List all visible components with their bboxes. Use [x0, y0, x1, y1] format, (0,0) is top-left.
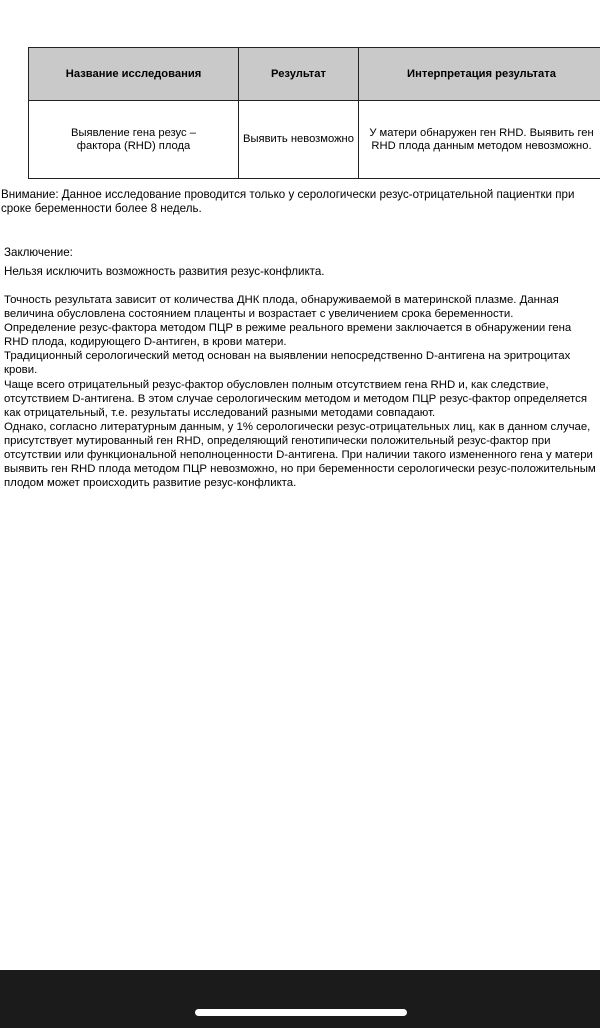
- details-paragraph: Точность результата зависит от количества ДНК плода, обнаруживаемой в материнской плазме. Данная величина обусловлена состоянием плаценты и возрастает с увеличением срока беременности.: [4, 294, 559, 321]
- table-row: [29, 101, 600, 179]
- cell-interpretation: У матери обнаружен ген RHD. Выявить ген RHD плода данным методом невозможно.: [359, 101, 600, 179]
- header-test-name: Название исследования: [29, 48, 239, 101]
- warning-note: Внимание: Данное исследование проводится только у серологически резус-отрицательной пациентки при сроке беременности более 8 недель.: [1, 188, 575, 215]
- details-paragraph: Традиционный серологический метод основан на выявлении непосредственно D-антигена на эритроцитах крови.: [4, 350, 571, 377]
- cell-result: Выявить невозможно: [239, 101, 359, 179]
- conclusion-text: Нельзя исключить возможность развития резус-конфликта.: [4, 265, 325, 278]
- table-header-row: [29, 48, 600, 101]
- header-result: Результат: [239, 48, 359, 101]
- details-paragraph: Определение резус-фактора методом ПЦР в режиме реального времени заключается в обнаружении гена RHD плода, кодирующего D-антиген, в крови матери.: [4, 322, 572, 349]
- details-section: [4, 293, 596, 490]
- conclusion-title: Заключение:: [4, 246, 73, 259]
- bottom-toolbar: [0, 970, 600, 1028]
- home-indicator[interactable]: [195, 1009, 407, 1016]
- header-interpretation: Интерпретация результата: [359, 48, 600, 101]
- results-table: [28, 47, 600, 179]
- details-paragraph: Однако, согласно литературным данным, у 1% серологически резус-отрицательных лиц, как в данном случае, присутствует мутированный ген RHD, определяющий генотипически положительный резус-фактор при отсутствии или функциональной неполноценности D-антигена. При наличии такого измененного гена у матери выявить ген RHD плода методом ПЦР невозможно, но при беременности серологически резус-положительным плодом может происходить развитие резус-конфликта.: [4, 420, 596, 490]
- cell-test-name: Выявление гена резус – фактора (RHD) плода: [29, 101, 239, 179]
- details-paragraph: Чаще всего отрицательный резус-фактор обусловлен полным отсутствием гена RHD и, как следствие, отсутствием D-антигена. В этом случае серологическим методом и методом ПЦР резус-фактор определяется как отрицательный, т.е. результаты исследований разными методами совпадают.: [4, 378, 587, 419]
